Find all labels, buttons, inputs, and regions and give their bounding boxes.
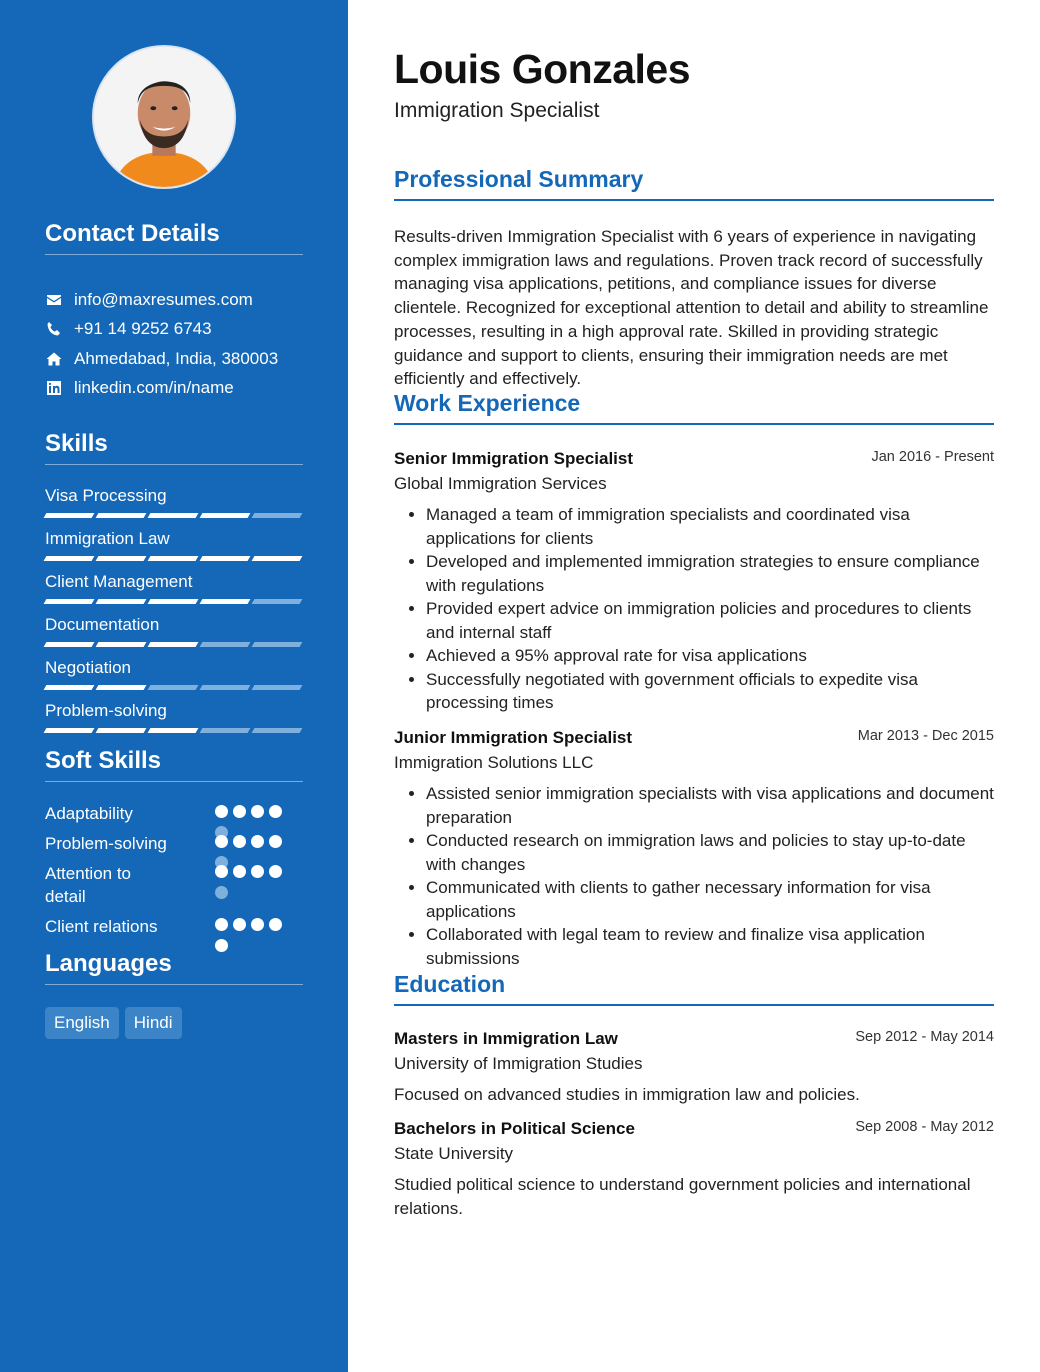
soft-skill-item — [45, 915, 303, 945]
education-dates: Sep 2008 - May 2012 — [855, 1119, 994, 1135]
languages-list — [45, 1007, 303, 1039]
skill-item — [45, 698, 303, 741]
job-header — [394, 728, 994, 752]
skill-level-segment — [200, 642, 251, 647]
job-title: Junior Immigration Specialist — [394, 728, 633, 747]
contact-section — [45, 220, 303, 403]
soft-skill-dot — [215, 865, 228, 878]
contact-email-text: info@maxresumes.com — [74, 289, 253, 309]
skill-level-segment — [44, 556, 95, 561]
skill-level-segment — [252, 728, 303, 733]
avatar — [92, 45, 236, 189]
skill-level-bar — [45, 685, 301, 690]
sidebar — [0, 0, 348, 1372]
soft-skill-dot — [269, 805, 282, 818]
job-bullet: • Achieved a 95% approval rate for visa applications — [426, 644, 994, 668]
soft-skill-dot — [269, 865, 282, 878]
skill-item — [45, 612, 303, 655]
person-name: Louis Gonzales — [394, 46, 690, 92]
language-tag: English — [45, 1007, 119, 1039]
skill-name: Documentation — [45, 615, 160, 634]
skill-item — [45, 655, 303, 698]
skill-level-segment — [148, 685, 199, 690]
skill-level-bar — [45, 513, 301, 518]
skill-item — [45, 526, 303, 569]
soft-skill-name: Client relations — [45, 917, 158, 936]
job-bullet: • Communicated with clients to gather necessary information for visa applications — [426, 876, 994, 923]
skill-level-segment — [200, 513, 251, 518]
soft-skill-dot — [251, 865, 264, 878]
contact-address — [45, 344, 303, 374]
contact-linkedin[interactable] — [45, 374, 303, 404]
education-degree: Masters in Immigration Law — [394, 1029, 618, 1048]
job-bullet: • Assisted senior immigration specialists with visa applications and document preparation — [426, 782, 994, 829]
skill-level-segment — [96, 685, 147, 690]
person-role: Immigration Specialist — [394, 99, 600, 122]
envelope-icon — [45, 291, 63, 309]
education-description: Focused on advanced studies in immigration law and policies. — [394, 1085, 860, 1104]
contact-list — [45, 285, 303, 403]
job-header — [394, 449, 994, 473]
skill-name: Visa Processing — [45, 486, 167, 505]
education-school: University of Immigration Studies — [394, 1054, 643, 1073]
languages-section — [45, 950, 303, 1039]
languages-title: Languages — [45, 950, 303, 985]
linkedin-icon — [45, 379, 63, 397]
skill-level-segment — [200, 685, 251, 690]
skill-level-bar — [45, 642, 301, 647]
soft-skill-dots — [215, 865, 287, 899]
soft-skill-dot — [251, 835, 264, 848]
soft-skills-list — [45, 802, 303, 945]
soft-skills-section — [45, 747, 303, 945]
skill-name: Negotiation — [45, 658, 132, 677]
job-dates: Mar 2013 - Dec 2015 — [857, 728, 994, 744]
contact-phone-text: +91 14 9252 6743 — [74, 319, 212, 339]
soft-skill-name: Attention to detail — [45, 864, 132, 906]
contact-linkedin-text: linkedin.com/in/name — [74, 378, 234, 398]
education-entry — [394, 1119, 994, 1221]
soft-skills-title: Soft Skills — [45, 747, 303, 782]
job-title: Senior Immigration Specialist — [394, 449, 634, 468]
skill-level-segment — [148, 556, 199, 561]
summary-title: Professional Summary — [394, 166, 994, 201]
soft-skill-item — [45, 862, 303, 915]
soft-skill-dots — [215, 918, 287, 952]
soft-skill-name: Adaptability — [45, 804, 133, 823]
profile-photo — [94, 47, 234, 187]
skill-name: Client Management — [45, 572, 193, 591]
soft-skill-dot — [251, 918, 264, 931]
summary-text: Results-driven Immigration Specialist with 6 years of experience in navigating complex immigration laws and regulations. Proven track record of successfully managing visa applications, petitions, and compliance issues for diverse clientele. Recognized for exceptional attention to detail and ability to streamline processes, resulting in a high approval rate. Skilled in providing strategic guidance and support to clients, ensuring their immigration needs are met efficiently and effectively. — [394, 227, 989, 389]
soft-skill-dot — [215, 918, 228, 931]
job-bullet: • Provided expert advice on immigration policies and procedures to clients and internal staff — [426, 597, 994, 644]
contact-phone[interactable] — [45, 315, 303, 345]
skill-level-bar — [45, 556, 301, 561]
skill-level-bar — [45, 599, 301, 604]
education-dates: Sep 2012 - May 2014 — [855, 1029, 994, 1045]
soft-skill-name: Problem-solving — [45, 834, 167, 853]
skill-item — [45, 483, 303, 526]
skill-name: Problem-solving — [45, 701, 167, 720]
skill-level-segment — [96, 728, 147, 733]
skill-level-segment — [96, 642, 147, 647]
contact-title: Contact Details — [45, 220, 303, 255]
skill-level-segment — [252, 685, 303, 690]
soft-skill-dot — [233, 918, 246, 931]
education-description: Studied political science to understand government policies and international relations. — [394, 1175, 971, 1218]
skills-title: Skills — [45, 430, 303, 465]
contact-address-text: Ahmedabad, India, 380003 — [74, 348, 279, 368]
job-company: Immigration Solutions LLC — [394, 753, 594, 772]
skill-level-segment — [252, 642, 303, 647]
soft-skill-dot — [233, 805, 246, 818]
education-school: State University — [394, 1144, 514, 1163]
skill-level-segment — [200, 599, 251, 604]
skill-item — [45, 569, 303, 612]
skill-level-segment — [148, 599, 199, 604]
skill-level-bar — [45, 728, 301, 733]
skill-name: Immigration Law — [45, 529, 170, 548]
education-degree: Bachelors in Political Science — [394, 1119, 635, 1138]
phone-icon — [45, 320, 63, 338]
soft-skill-item — [45, 832, 303, 862]
skill-level-segment — [200, 728, 251, 733]
soft-skill-dot — [269, 835, 282, 848]
skill-level-segment — [252, 599, 303, 604]
skill-level-segment — [252, 556, 303, 561]
skills-list — [45, 483, 303, 741]
soft-skill-dot — [215, 805, 228, 818]
skill-level-segment — [44, 728, 95, 733]
skill-level-segment — [148, 642, 199, 647]
skill-level-segment — [44, 685, 95, 690]
soft-skill-dot — [233, 835, 246, 848]
skill-level-segment — [44, 513, 95, 518]
job-entry — [394, 449, 994, 715]
job-dates: Jan 2016 - Present — [871, 449, 994, 465]
job-bullets — [394, 503, 994, 715]
contact-email[interactable] — [45, 285, 303, 315]
education-entry — [394, 1029, 994, 1107]
soft-skill-dot — [215, 886, 228, 899]
skill-level-segment — [96, 556, 147, 561]
experience-title: Work Experience — [394, 390, 994, 425]
skill-level-segment — [96, 513, 147, 518]
soft-skill-dot — [269, 918, 282, 931]
job-entry — [394, 728, 994, 970]
job-bullets — [394, 782, 994, 970]
soft-skill-dot — [251, 805, 264, 818]
education-header — [394, 1119, 994, 1143]
skill-level-segment — [148, 728, 199, 733]
skill-level-segment — [200, 556, 251, 561]
soft-skill-item — [45, 802, 303, 832]
job-bullet: • Collaborated with legal team to review and finalize visa application submissions — [426, 923, 994, 970]
skill-level-segment — [96, 599, 147, 604]
education-header — [394, 1029, 994, 1053]
skill-level-segment — [44, 599, 95, 604]
home-icon — [45, 350, 63, 368]
soft-skill-dot — [233, 865, 246, 878]
education-title: Education — [394, 971, 994, 1006]
skill-level-segment — [44, 642, 95, 647]
soft-skill-dot — [215, 835, 228, 848]
job-bullet: • Developed and implemented immigration strategies to ensure compliance with regulations — [426, 550, 994, 597]
skill-level-segment — [148, 513, 199, 518]
skills-section — [45, 430, 303, 741]
job-bullet: • Successfully negotiated with government officials to expedite visa processing times — [426, 668, 994, 715]
job-bullet: • Managed a team of immigration specialists and coordinated visa applications for clients — [426, 503, 994, 550]
job-company: Global Immigration Services — [394, 474, 607, 493]
skill-level-segment — [252, 513, 303, 518]
language-tag: Hindi — [125, 1007, 182, 1039]
job-bullet: • Conducted research on immigration laws and policies to stay up-to-date with changes — [426, 829, 994, 876]
